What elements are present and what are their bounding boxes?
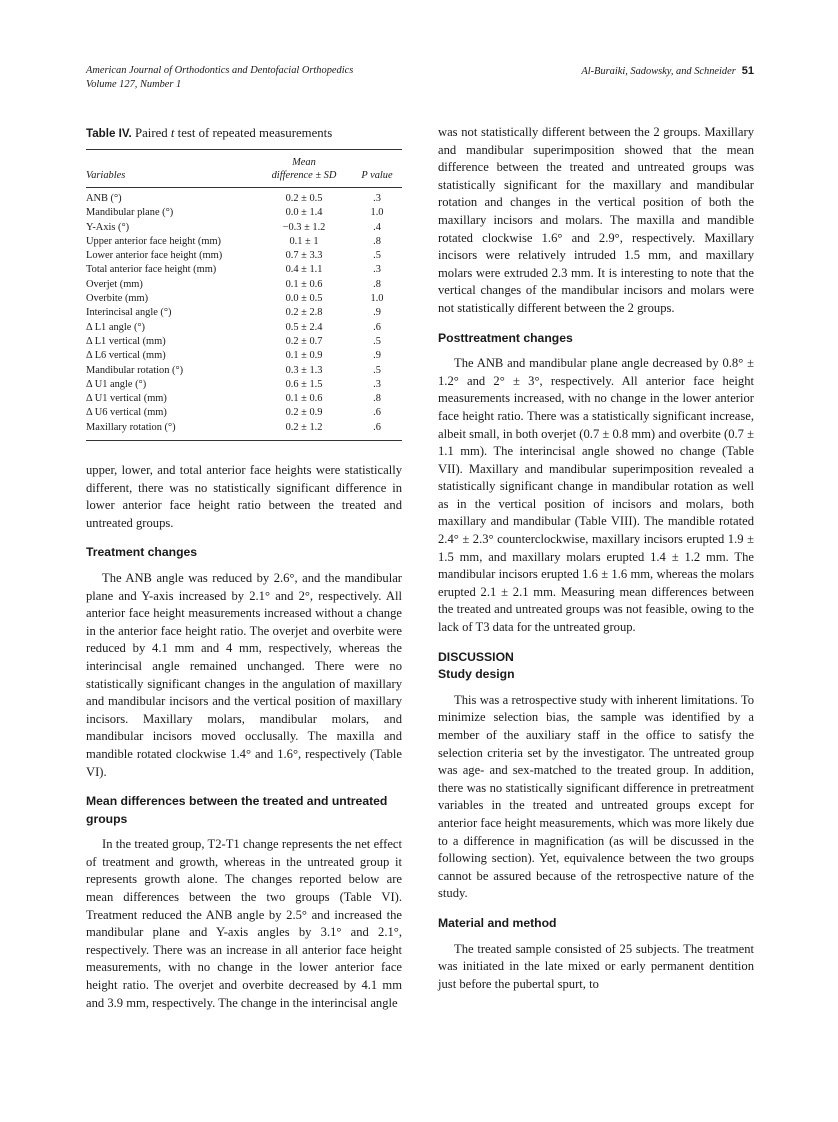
cell-p-value: .5	[373, 335, 381, 347]
cell-variable: Δ U1 vertical (mm)	[86, 393, 167, 405]
left-column	[86, 462, 402, 1012]
cell-mean-difference: 0.5 ± 2.4	[285, 321, 323, 333]
cell-mean-difference: 0.1 ± 0.6	[285, 393, 323, 405]
cell-p-value: .8	[373, 393, 381, 405]
cell-variable: Δ L6 vertical (mm)	[86, 350, 166, 362]
table-bottom-rule	[86, 440, 402, 441]
col-header-difference-sd: difference ± SD	[271, 170, 337, 181]
table-row	[86, 364, 402, 378]
table-title: Paired t test of repeated measurements	[134, 126, 333, 140]
cell-variable: Maxillary rotation (°)	[86, 421, 176, 433]
table-row	[86, 292, 402, 306]
cell-variable: Interincisal angle (°)	[86, 307, 172, 319]
cell-mean-difference: 0.3 ± 1.3	[285, 364, 323, 376]
col-header-variables: Variables	[86, 170, 126, 181]
cell-mean-difference: 0.2 ± 1.2	[285, 421, 323, 433]
paragraph-mean-differences: In the treated group, T2-T1 change represents the net effect of treatment and growth, whereas in the untreated group it represents growth alone. The changes reported below are mean differences between the two groups (Table VI). Treatment reduced the ANB angle by 2.5° and increased the mandibular plane and Y-axis angles by 3.1° and 2.1°, respectively. There was an increase in all anterior face height measurements, with no change in the lower anterior face height ratio. The overjet and overbite decreased by 4.1 mm and 3.9 mm, respectively. The change in the interincisal angle	[86, 837, 402, 1010]
cell-p-value: .8	[373, 278, 381, 290]
cell-p-value: .9	[373, 350, 381, 362]
cell-variable: ANB (°)	[86, 193, 122, 204]
heading-material-method: Material and method	[438, 915, 557, 930]
table-row	[86, 206, 402, 220]
cell-mean-difference: 0.1 ± 0.6	[285, 278, 323, 290]
cell-p-value: .6	[373, 407, 381, 419]
running-header-left	[86, 64, 353, 92]
table-row	[86, 278, 402, 292]
cell-p-value: .6	[373, 421, 381, 433]
cell-variable: Δ U1 angle (°)	[86, 378, 147, 390]
cell-variable: Δ U6 vertical (mm)	[86, 407, 167, 419]
stats-table	[86, 150, 402, 435]
cell-mean-difference: 0.2 ± 0.5	[285, 193, 323, 204]
table-iv	[86, 124, 402, 441]
cell-mean-difference: 0.1 ± 0.9	[285, 350, 323, 362]
cell-mean-difference: 0.4 ± 1.1	[285, 264, 323, 276]
cell-mean-difference: 0.2 ± 0.9	[285, 407, 323, 419]
cell-mean-difference: 0.2 ± 2.8	[285, 307, 323, 319]
heading-study-design: Study design	[438, 667, 515, 682]
heading-mean-differences: Mean differences between the treated and untreated groups	[86, 794, 388, 826]
table-row	[86, 349, 402, 363]
table-body	[86, 188, 402, 435]
cell-p-value: .9	[373, 307, 381, 319]
cell-p-value: 1.0	[370, 207, 384, 219]
table-row	[86, 335, 402, 349]
cell-p-value: 1.0	[370, 293, 384, 305]
page-number: 51	[741, 65, 754, 77]
cell-p-value: .3	[373, 378, 381, 390]
table-row	[86, 421, 402, 435]
cell-variable: Mandibular rotation (°)	[86, 364, 184, 376]
col-header-mean: Mean	[292, 157, 316, 168]
cell-variable: Upper anterior face height (mm)	[86, 235, 222, 247]
paragraph-treatment-changes: The ANB angle was reduced by 2.6°, and the mandibular plane and Y-axis increased by 2.1° and 2°, respectively. All anterior face height measurements increased without a change in the anterior face height ratio. The overjet and overbite were reduced by 4.1 mm and 4 mm, respectively, whereas the interincisal angle remained unchanged. There were no statistically significant changes in the angulation of maxillary and mandibular incisors and the vertical position of maxillary incisors. Maxillary molars, mandibular molars, and mandibular incisors moved occlusally. The maxilla and mandible rotated clockwise 1.4° and 1.6°, respectively (Table VI).	[86, 570, 402, 779]
cell-variable: Δ L1 angle (°)	[86, 321, 146, 333]
cell-p-value: .3	[373, 193, 381, 204]
table-caption	[86, 124, 402, 143]
author-names: Al-Buraiki, Sadowsky, and Schneider	[581, 66, 736, 77]
cell-variable: Overbite (mm)	[86, 293, 149, 305]
cell-mean-difference: 0.0 ± 0.5	[285, 293, 323, 305]
table-row	[86, 221, 402, 235]
table-row	[86, 406, 402, 420]
table-row	[86, 306, 402, 320]
cell-p-value: .8	[373, 235, 381, 247]
heading-treatment-changes: Treatment changes	[86, 545, 198, 560]
cell-variable: Total anterior face height (mm)	[86, 264, 217, 276]
cell-mean-difference: 0.2 ± 0.7	[285, 335, 323, 347]
cell-mean-difference: 0.0 ± 1.4	[285, 207, 323, 219]
cell-variable: Lower anterior face height (mm)	[86, 250, 223, 262]
table-row	[86, 392, 402, 406]
cell-variable: Mandibular plane (°)	[86, 207, 174, 219]
cell-variable: Δ L1 vertical (mm)	[86, 335, 166, 347]
cell-p-value: .5	[373, 250, 381, 262]
cell-mean-difference: 0.7 ± 3.3	[285, 250, 323, 262]
table-row	[86, 188, 402, 206]
cell-mean-difference: −0.3 ± 1.2	[282, 221, 326, 233]
journal-title: American Journal of Orthodontics and Dentofacial Orthopedics	[86, 65, 354, 76]
cell-p-value: .5	[373, 364, 381, 376]
paragraph-material-method: The treated sample consisted of 25 subjects. The treatment was initiated in the late mixed or early permanent dentition just before the pubertal spurt, to	[438, 941, 754, 991]
table-label: Table IV.	[86, 127, 132, 140]
table-row	[86, 263, 402, 277]
cell-variable: Y-Axis (°)	[86, 221, 130, 233]
right-column	[438, 124, 754, 993]
table-row	[86, 235, 402, 249]
table-row	[86, 321, 402, 335]
table-row	[86, 378, 402, 392]
cell-p-value: .4	[373, 221, 381, 233]
paragraph-continued: upper, lower, and total anterior face heights were statistically different, there was no statistically significant difference in lower anterior face height ratio between the treated and untreated groups.	[86, 463, 402, 530]
paragraph-posttreatment: The ANB and mandibular plane angle decreased by 0.8° ± 1.2° and 2° ± 3°, respectively. All anterior face height measurements increased, with no change in the lower anterior face height ratio. There was a statistically significant increase, albeit small, in both overjet (0.7 ± 0.8 mm) and overbite (0.7 ± 1.1 mm). The interincisal angle showed no change (Table VII). Maxillary and mandibular superimposition revealed a statistically significant change in mandibular rotation as well as in the vertical position of incisors and molars, both maxillary and mandibular (Table VIII). The mandible rotated 2.4° ± 2.3° counterclockwise, maxillary incisors erupted 1.9 ± 1.5 mm, and maxillary molars erupted 1.4 ± 1.2 mm. The mandibular incisors erupted 1.6 ± 1.6 mm, whereas the molars erupted 2.1 ± 2.1 mm. Measuring mean differences between the treated and untreated groups was not feasible, owing to the lack of T3 data for the untreated group.	[438, 356, 755, 635]
cell-variable: Overjet (mm)	[86, 278, 143, 290]
heading-posttreatment-changes: Posttreatment changes	[438, 330, 573, 345]
cell-mean-difference: 0.1 ± 1	[289, 235, 319, 247]
cell-mean-difference: 0.6 ± 1.5	[285, 378, 323, 390]
running-header-right	[581, 64, 754, 79]
cell-p-value: .6	[373, 321, 381, 333]
heading-discussion: DISCUSSION	[438, 649, 514, 664]
paragraph-study-design: This was a retrospective study with inherent limitations. To minimize selection bias, the sample was identified by a member of the auxiliary staff in the office to satisfy the selection criteria set by the investigator. The untreated group was age- and sex-matched to the treated group. In addition, there was no statistically significant difference in pretreatment variables in the treated and untreated groups except for anterior face height measurements, which was more likely due to a difference in magnification (as will be discussed in the following section). Yet, equivalence between the two groups cannot be assured because of the retrospective nature of the study.	[438, 692, 754, 901]
journal-volume: Volume 127, Number 1	[86, 79, 182, 90]
col-header-p-value: P value	[361, 170, 393, 181]
paragraph-continued-right: was not statistically different between the 2 groups. Maxillary and mandibular superimposition showed that the mean difference between the treated and untreated groups was statistically significant for the maxillary and mandibular rotation and changes in the vertical position of both the maxillary incisors and molars. The maxilla and mandible rotated clockwise 1.6° and 2.9°, respectively. Maxillary incisors were relatively intruded 1.5 mm, and maxillary molars were extruded 2.3 mm. It is interesting to note that the vertical changes of the mandibular incisors and molars were not statistically different between the 2 groups.	[438, 125, 754, 315]
table-row	[86, 249, 402, 263]
cell-p-value: .3	[373, 264, 381, 276]
